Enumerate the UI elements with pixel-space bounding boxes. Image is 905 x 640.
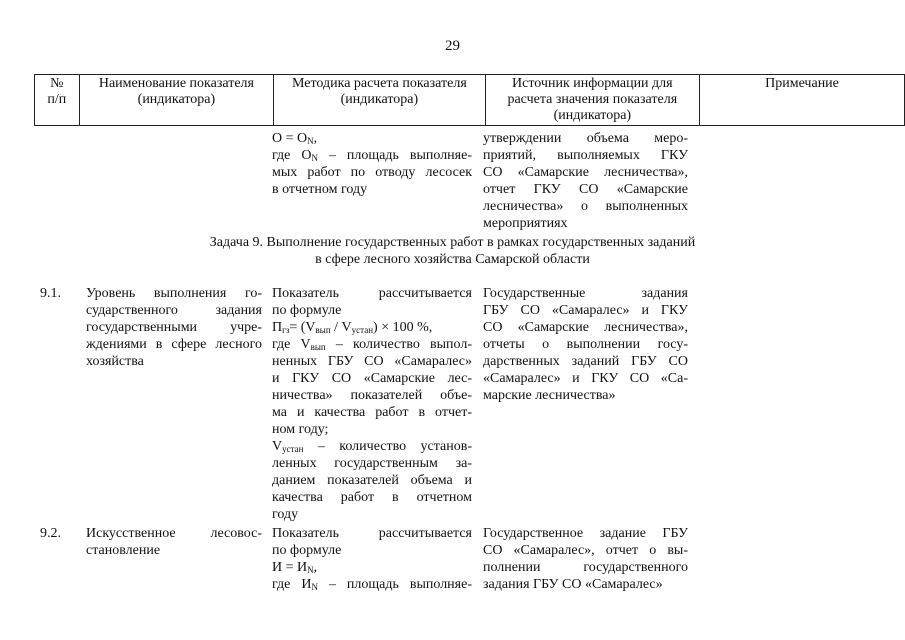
- header-col-source: Источник информации для расчета значения показателя (индикатора): [485, 75, 699, 126]
- header-col-note: Примечание: [700, 75, 905, 126]
- indicator-source: Государственное задание ГБУ СО «Самаралес», отчет о вы- полнении государственного задания ГБУ СО «Самаралес»: [483, 526, 688, 592]
- row-number: 9.1.: [40, 286, 61, 301]
- formula-o: $О = О_N$,: [272, 131, 318, 146]
- task-9-heading: Задача 9. Выполнение государственных работ в рамках государственных заданий в сфере лесного хозяйства Самарской области: [209, 235, 696, 267]
- header-col-indicator-name: Наименование показателя (индикатора): [79, 75, 273, 126]
- indicator-name: Искусственное лесовос- становление: [86, 526, 262, 558]
- header-col-method: Методика расчета показателя (индикатора): [274, 75, 486, 126]
- page-number: 29: [445, 38, 460, 54]
- indicator-name: Уровень выполнения го- сударственного задания государственными учре- ждениями в сфере лесного хозяйства: [86, 286, 262, 369]
- indicator-method: Показатель рассчитывается по формуле $И = И_N$, где $И_N$ – площадь выполняе-: [272, 526, 472, 592]
- formula-i: $И = И_N$,: [272, 560, 318, 575]
- continuation-method: [272, 130, 472, 198]
- header-col-number: № п/п: [35, 75, 80, 126]
- formula-pgz: $П_{гз}= (V_{вып} / V_{устан}) \times 100$ %,: [272, 320, 433, 335]
- formula-o-where: где $О_N$ – площадь выполняе-: [272, 148, 472, 163]
- indicator-source: Государственные задания ГБУ СО «Самаралес» и ГКУ СО «Самарские лесничества», отчеты о выполнении госу- дарственных заданий ГБУ СО «Самаралес» и ГКУ СО «Са- марские лесничества»: [483, 286, 688, 403]
- method-line: в отчетном году: [272, 182, 368, 197]
- method-line: мых работ по отводу лесосек: [272, 165, 472, 180]
- indicator-method: Показатель рассчитывается по формуле $П_{гз}= (V_{вып} / V_{устан}) \times 100$ %, где $V_{вып}$ – количество выпол- ненных ГБУ СО «Самаралес» и ГКУ СО «Самарские лес- ничества» показателей объе- ма и качества работ в отчет- ном году; $V_{устан}$ – количество установ- ленных государственным за- данием показателей объема и качества работ в отчетном году: [272, 286, 472, 522]
- row-number: 9.2.: [40, 526, 61, 541]
- table-header: [34, 74, 905, 126]
- continuation-source: утверждении объема меро- приятий, выполняемых ГКУ СО «Самарские лесничества», отчет ГКУ СО «Самарские лесничества» о выполненных мероприятиях: [483, 131, 688, 231]
